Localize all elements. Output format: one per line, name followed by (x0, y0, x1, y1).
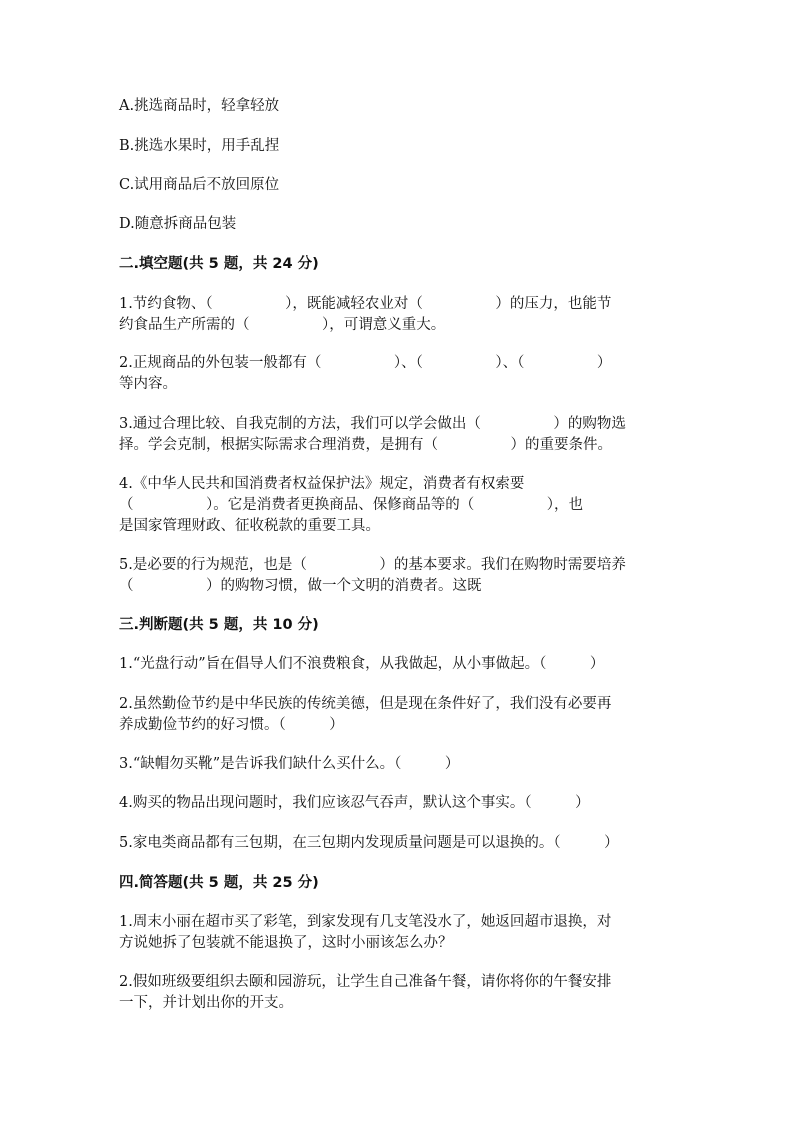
fill-q1-line2: 约食品生产所需的（ ），可谓意义重大。 (119, 317, 446, 333)
judge-q5-line1: 5.家电类商品都有三包期，在三包期内发现质量问题是可以退换的。（ ） (119, 835, 619, 851)
short-q1-line2: 方说她拆了包装就不能退换了，这时小丽该怎么办？ (119, 935, 453, 951)
section-title-judge: 三.判断题(共 5 题，共 10 分) (119, 617, 319, 633)
fill-q5-line2: （ ）的购物习惯，做一个文明的消费者。这既 (119, 578, 482, 594)
fill-q3-line1: 3.通过合理比较、自我克制的方法，我们可以学会做出（ ）的购物选 (119, 416, 626, 432)
option-b: B.挑选水果时，用手乱捏 (119, 138, 280, 154)
fill-q4-line1: 4.《中华人民共和国消费者权益保护法》规定，消费者有权索要 (119, 476, 525, 492)
section-title-fill: 二.填空题(共 5 题，共 24 分) (119, 256, 319, 272)
judge-q2-line1: 2.虽然勤俭节约是中华民族的传统美德，但是现在条件好了，我们没有必要再 (119, 696, 612, 712)
judge-q4-line1: 4.购买的物品出现问题时，我们应该忍气吞声，默认这个事实。（ ） (119, 795, 590, 811)
option-c: C.试用商品后不放回原位 (119, 177, 280, 193)
judge-q2-line2: 养成勤俭节约的好习惯。（ ） (119, 717, 344, 733)
section-title-short: 四.简答题(共 5 题，共 25 分) (119, 875, 319, 891)
fill-q5-line1: 5.是必要的行为规范，也是（ ）的基本要求。我们在购物时需要培养 (119, 557, 626, 573)
fill-q4-line3: 是国家管理财政、征收税款的重要工具。 (119, 518, 380, 534)
option-d: D.随意拆商品包装 (119, 216, 237, 232)
fill-q4-line2: （ ）。它是消费者更换商品、保修商品等的（ ），也 (119, 497, 583, 513)
short-q1-line1: 1.周末小丽在超市买了彩笔，到家发现有几支笔没水了，她返回超市退换，对 (119, 914, 612, 930)
judge-q3-line1: 3.“缺帽勿买靴”是告诉我们缺什么买什么。（ ） (119, 756, 460, 772)
fill-q2-line2: 等内容。 (119, 376, 177, 392)
judge-q1-line1: 1.“光盘行动”旨在倡导人们不浪费粮食，从我做起，从小事做起。（ ） (119, 656, 605, 672)
short-q2-line2: 一下，并计划出你的开支。 (119, 995, 293, 1011)
fill-q3-line2: 择。学会克制，根据实际需求合理消费，是拥有（ ）的重要条件。 (119, 437, 612, 453)
fill-q1-line1: 1.节约食物、（ ），既能减轻农业对（ ）的压力，也能节 (119, 296, 612, 312)
short-q2-line1: 2.假如班级要组织去颐和园游玩，让学生自己准备午餐，请你将你的午餐安排 (119, 974, 612, 990)
fill-q2-line1: 2.正规商品的外包装一般都有（ ）、（ ）、（ ） (119, 355, 612, 371)
option-a: A.挑选商品时，轻拿轻放 (119, 98, 280, 114)
